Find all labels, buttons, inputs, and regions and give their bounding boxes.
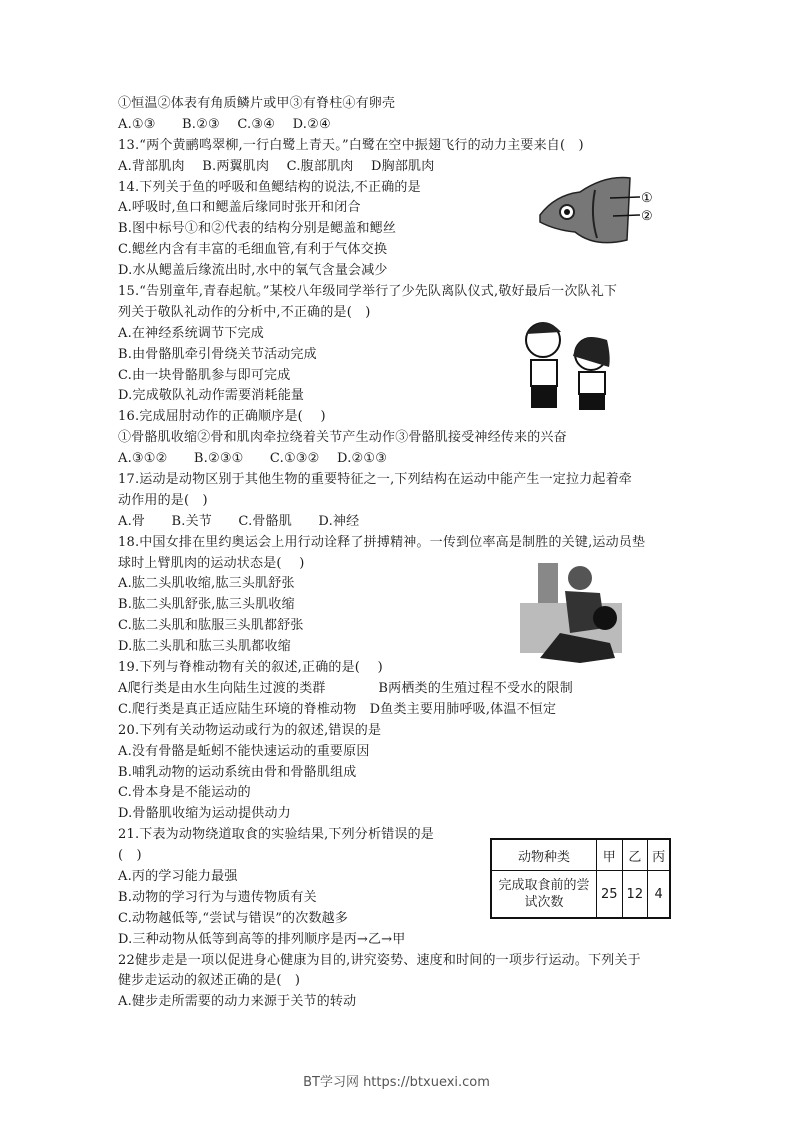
text-line: D.三种动物从低等到高等的排列顺序是丙→乙→甲 <box>118 931 406 947</box>
text-line: B.肱二头肌舒张,肱三头肌收缩 <box>118 597 295 613</box>
text-line: 球时上臂肌肉的运动状态是( ) <box>118 555 305 571</box>
text-line: D.骨骼肌收缩为运动提供动力 <box>118 806 291 822</box>
table-cell: 4 <box>648 871 671 919</box>
text-line: ( ) <box>118 848 142 864</box>
text-line: B.哺乳动物的运动系统由骨和骨骼肌组成 <box>118 764 357 780</box>
text-line: A.背部肌肉 B.两翼肌肉 C.腹部肌肉 D胸部肌肉 <box>118 158 435 174</box>
text-line: C.骨本身是不能运动的 <box>118 785 251 801</box>
text-line: D.肱二头肌和肱三头肌都收缩 <box>118 639 291 655</box>
table-row-label: 完成取食前的尝试次数 <box>491 871 597 919</box>
text-line: A.没有骨骼是蚯蚓不能快速运动的重要原因 <box>118 743 370 759</box>
text-line: D.完成敬队礼动作需要消耗能量 <box>118 388 305 404</box>
table-header-cell: 甲 <box>597 839 623 871</box>
text-line: 动作用的是( ) <box>118 492 208 508</box>
text-line: A.骨 B.关节 C.骨骼肌 D.神经 <box>118 513 360 529</box>
text-line: C.鳃丝内含有丰富的毛细血管,有利于气体交换 <box>118 242 388 258</box>
fish-label-2: ② <box>641 209 653 224</box>
text-line: 列关于敬队礼动作的分析中,不正确的是( ) <box>118 304 371 320</box>
text-line: C.爬行类是真正适应陆生环境的脊椎动物 D鱼类主要用肺呼吸,体温不恒定 <box>118 701 557 717</box>
text-line: 14.下列关于鱼的呼吸和鱼鳃结构的说法,不正确的是 <box>118 179 421 195</box>
text-line: 18.中国女排在里约奥运会上用行动诠释了拼搏精神。一传到位率高是制胜的关键,运动员垫 <box>118 534 646 550</box>
text-line: 20.下列有关动物运动或行为的叙述,错误的是 <box>118 722 382 738</box>
text-line: C.动物越低等,“尝试与错误”的次数越多 <box>118 910 349 926</box>
text-line: B.图中标号①和②代表的结构分别是鳃盖和鳃丝 <box>118 221 397 237</box>
text-line: A.健步走所需要的动力来源于关节的转动 <box>118 994 357 1010</box>
text-line: B.由骨骼肌牵引骨绕关节活动完成 <box>118 346 317 362</box>
text-line: A.呼吸时,鱼口和鳃盖后缘同时张开和闭合 <box>118 200 361 216</box>
text-line: 19.下列与脊椎动物有关的叙述,正确的是( ) <box>118 660 383 676</box>
text-line: 健步走运动的叙述正确的是( ) <box>118 973 301 989</box>
text-line: A.在神经系统调节下完成 <box>118 325 264 341</box>
table-cell: 12 <box>622 871 648 919</box>
text-line: ①骨骼肌收缩②骨和肌肉牵拉绕着关节产生动作③骨骼肌接受神经传来的兴奋 <box>118 430 567 446</box>
text-line: A.①③ B.②③ C.③④ D.②④ <box>118 116 331 132</box>
table-header-cell: 动物种类 <box>491 839 597 871</box>
footer-watermark: BT学习网 https://btxuexi.com <box>303 1075 490 1090</box>
table-header-cell: 丙 <box>648 839 671 871</box>
volleyball-player-figure <box>520 563 622 666</box>
text-line: C.由一块骨骼肌参与即可完成 <box>118 367 291 383</box>
salute-children-figure <box>513 312 628 412</box>
text-line: 22健步走是一项以促进身心健康为目的,讲究姿势、速度和时间的一项步行运动。下列关于 <box>118 952 641 968</box>
text-line: A.丙的学习能力最强 <box>118 868 238 884</box>
table-cell: 25 <box>597 871 623 919</box>
text-line: 17.运动是动物区别于其他生物的重要特征之一,下列结构在运动中能产生一定拉力起着牵 <box>118 472 633 488</box>
text-line: 15.“告别童年,青春起航。”某校八年级同学举行了少先队离队仪式,敬好最后一次队礼下 <box>118 284 618 300</box>
text-line: C.肱二头肌和肱服三头肌都舒张 <box>118 618 304 634</box>
fish-head-figure <box>535 170 660 248</box>
text-line: D.水从鳃盖后缘流出时,水中的氧气含量会减少 <box>118 263 388 279</box>
text-line: 16.完成屈肘动作的正确顺序是( ) <box>118 409 326 425</box>
text-line: A爬行类是由水生向陆生过渡的类群 B两栖类的生殖过程不受水的限制 <box>118 680 573 696</box>
text-line: 21.下表为动物绕道取食的实验结果,下列分析错误的是 <box>118 827 435 843</box>
text-line: A.肱二头肌收缩,肱三头肌舒张 <box>118 576 295 592</box>
text-line: B.动物的学习行为与遗传物质有关 <box>118 889 317 905</box>
table-header-cell: 乙 <box>622 839 648 871</box>
text-line: A.③①② B.②③① C.①③② D.②①③ <box>118 451 388 467</box>
text-line: 13.“两个黄鹂鸣翠柳,一行白鹭上青天。”白鹭在空中振翅飞行的动力主要来自( ) <box>118 137 584 153</box>
text-line: ①恒温②体表有角质鳞片或甲③有脊柱④有卵壳 <box>118 96 396 111</box>
experiment-results-table <box>490 838 671 919</box>
fish-label-1: ① <box>641 191 653 206</box>
